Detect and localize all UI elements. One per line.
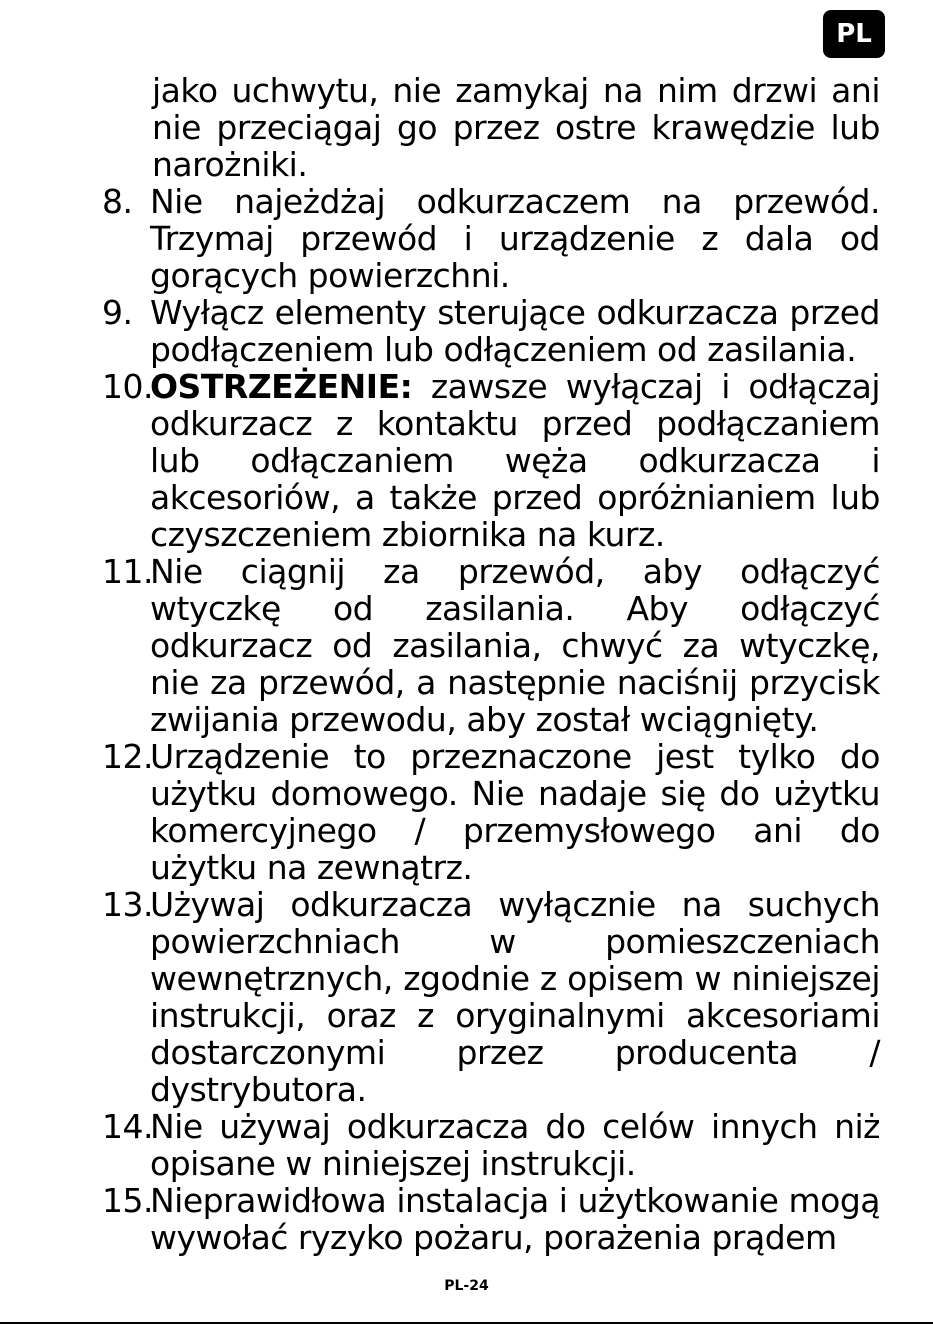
item-number: 12. xyxy=(102,737,153,776)
item-number: 11. xyxy=(102,552,153,591)
list-item-10 xyxy=(102,368,880,553)
list-item-14 xyxy=(102,1108,880,1182)
list-item-12 xyxy=(102,738,880,886)
item-text: Nie używaj odkurzacza do celów innych niż opisane w niniejszej instrukcji. xyxy=(150,1107,880,1183)
warning-label: OSTRZEŻENIE: xyxy=(150,367,413,406)
instructions-list xyxy=(102,72,880,1256)
item-text: Wyłącz elementy sterujące odkurzacza przed podłączeniem lub odłączeniem od zasilania. xyxy=(150,293,880,369)
language-badge: PL xyxy=(823,10,885,58)
list-item-11 xyxy=(102,553,880,738)
item-text: Urządzenie to przeznaczone jest tylko do użytku domowego. Nie nadaje się do użytku komercyjnego / przemysłowego ani do użytku na zewnątrz. xyxy=(150,737,880,887)
item-number: 15. xyxy=(102,1181,153,1220)
list-item-continuation xyxy=(102,72,880,183)
item-number: 9. xyxy=(102,293,133,332)
item-number: 14. xyxy=(102,1107,153,1146)
item-text: Nieprawidłowa instalacja i użytkowanie mogą wywołać ryzyko pożaru, porażenia prądem xyxy=(150,1181,880,1257)
page-number: PL-24 xyxy=(444,1278,489,1294)
list-item-9 xyxy=(102,294,880,368)
item-text: jako uchwytu, nie zamykaj na nim drzwi ani nie przeciągaj go przez ostre krawędzie lub narożniki. xyxy=(152,71,880,184)
item-number: 13. xyxy=(102,885,153,924)
item-text: Używaj odkurzacza wyłącznie na suchych powierzchniach w pomieszczeniach wewnętrznych, zgodnie z opisem w niniejszej instrukcji, oraz z oryginalnymi akcesoriami dostarczonymi przez producenta / dystrybutora. xyxy=(150,885,880,1109)
item-text: zawsze wyłączaj i odłączaj odkurzacz z kontaktu przed podłączaniem lub odłączaniem węża odkurzacza i akcesoriów, a także przed opróżnianiem lub czyszczeniem zbiornika na kurz. xyxy=(150,367,880,554)
list-item-13 xyxy=(102,886,880,1108)
item-number: 8. xyxy=(102,182,133,221)
list-item-8 xyxy=(102,183,880,294)
item-number: 10. xyxy=(102,367,153,406)
item-text: Nie najeżdżaj odkurzaczem na przewód. Trzymaj przewód i urządzenie z dala od gorących powierzchni. xyxy=(150,182,880,295)
list-item-15 xyxy=(102,1182,880,1256)
item-text: Nie ciągnij za przewód, aby odłączyć wtyczkę od zasilania. Aby odłączyć odkurzacz od zasilania, chwyć za wtyczkę, nie za przewód, a następnie naciśnij przycisk zwijania przewodu, aby został wciągnięty. xyxy=(150,552,880,739)
